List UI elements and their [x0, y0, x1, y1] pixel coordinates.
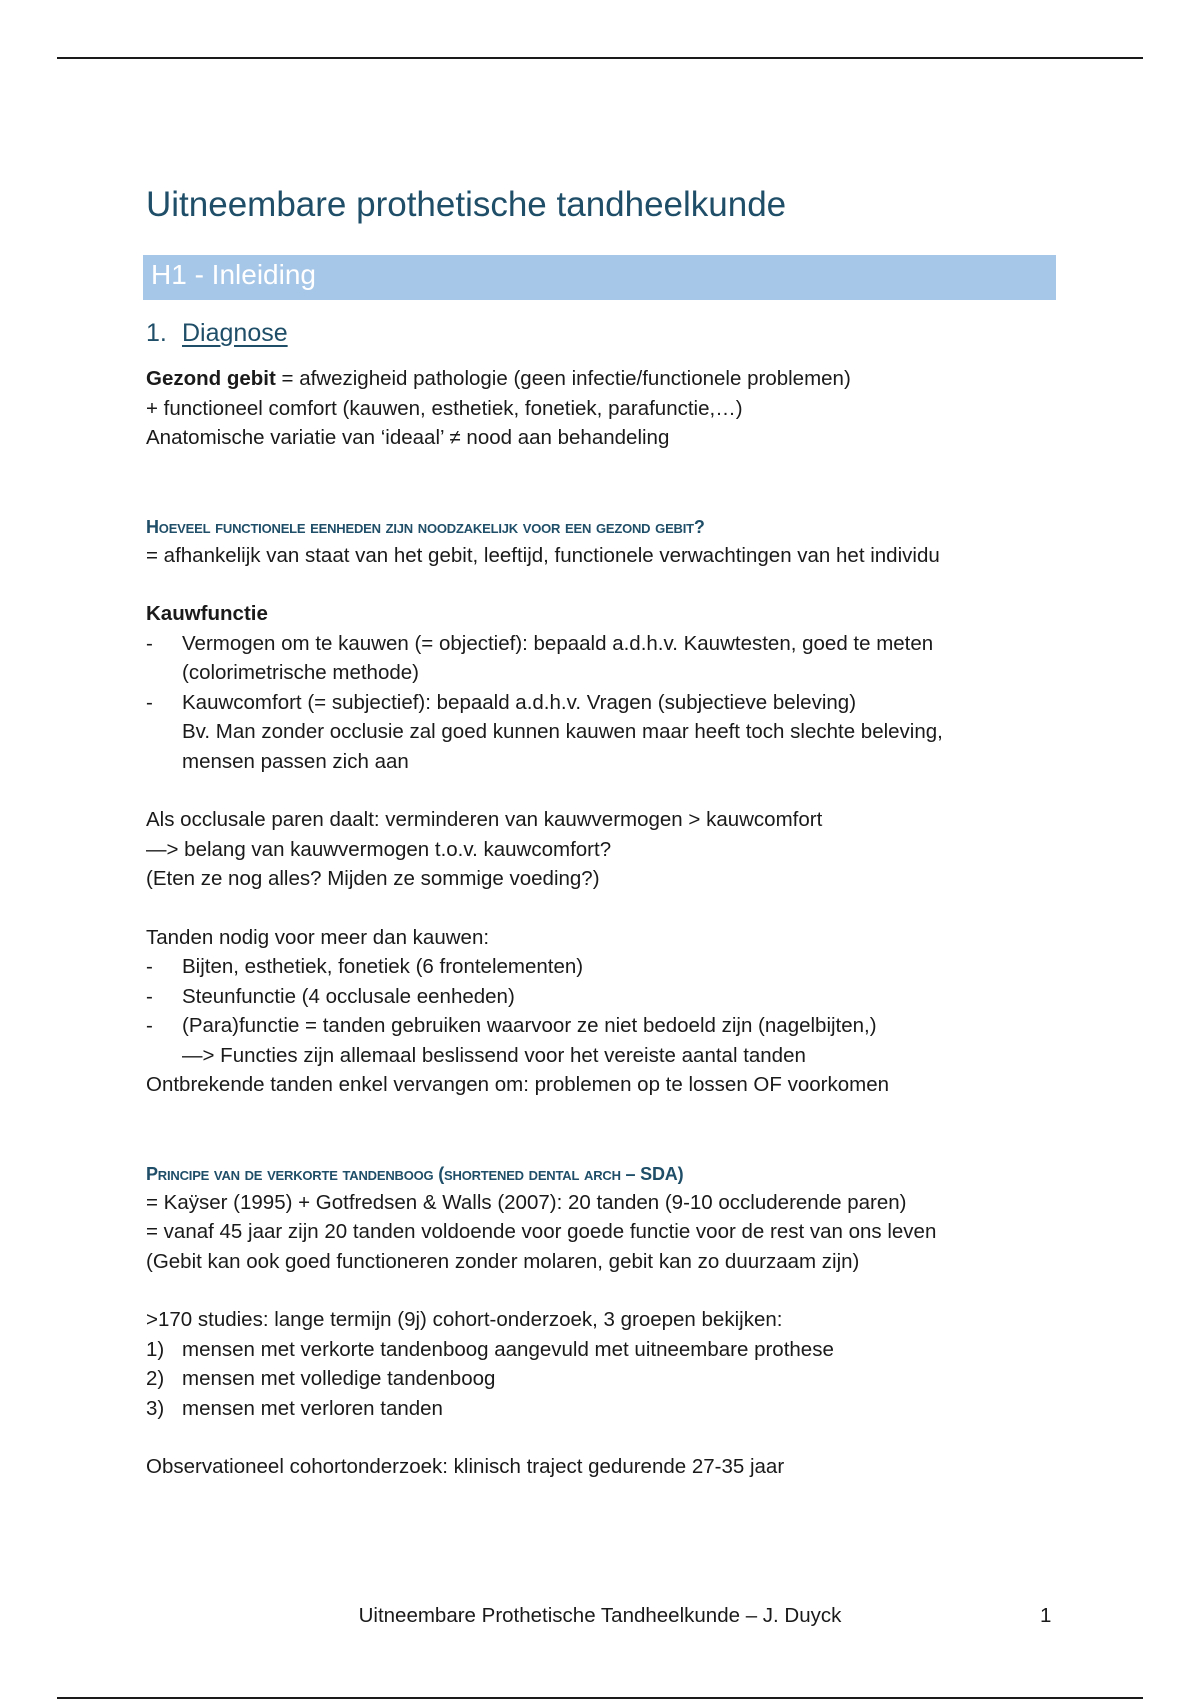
list-item: - Steunfunctie (4 occlusale eenheden) [146, 984, 515, 1008]
document-title: Uitneembare prothetische tandheelkunde [146, 185, 787, 224]
list-item: - Vermogen om te kauwen (= objectief): bepaald a.d.h.v. Kauwtesten, goed te meten [146, 631, 934, 655]
footer-rule [57, 1697, 1143, 1699]
question-answer: = afhankelijk van staat van het gebit, leeftijd, functionele verwachtingen van het individu [146, 543, 940, 567]
sda-studies-intro: >170 studies: lange termijn (9j) cohort-onderzoek, 3 groepen bekijken: [146, 1308, 783, 1331]
list-item: - Kauwcomfort (= subjectief): bepaald a.d.h.v. Vragen (subjectieve beleving) [146, 690, 857, 714]
list-item: 2) mensen met volledige tandenboog [146, 1367, 496, 1390]
footer-text: Uitneembare Prothetische Tandheelkunde – J. Duyck [358, 1604, 842, 1627]
list-item-continuation: mensen passen zich aan [182, 749, 409, 773]
list-item-continuation: Bv. Man zonder occlusie zal goed kunnen kauwen maar heeft toch slechte beleving, [182, 720, 943, 743]
sda-line-1: = Kaÿser (1995) + Gotfredsen & Walls (2007): 20 tanden (9-10 occluderende paren) [146, 1190, 907, 1214]
page-content [146, 180, 1066, 1482]
section-number: 1. [146, 319, 167, 347]
section-title: Diagnose [182, 319, 288, 347]
list-item: - (Para)functie = tanden gebruiken waarvoor ze niet bedoeld zijn (nagelbijten,) [146, 1014, 877, 1037]
tanden-list [146, 952, 1066, 1070]
kauwfunctie-list [146, 629, 1066, 777]
list-item: 1) mensen met verkorte tandenboog aangevuld met uitneembare prothese [146, 1337, 834, 1361]
chapter-heading: H1 - Inleiding [143, 255, 1056, 300]
tanden-conclusion: Ontbrekende tanden enkel vervangen om: problemen op te lossen OF voorkomen [146, 1073, 889, 1096]
sda-line-2: = vanaf 45 jaar zijn 20 tanden voldoende voor goede functie voor de rest van ons leven [146, 1220, 937, 1243]
section-heading [146, 316, 1066, 350]
sda-observational: Observationeel cohortonderzoek: klinisch traject gedurende 27-35 jaar [146, 1455, 785, 1478]
kauwfunctie-after-1: Als occlusale paren daalt: verminderen van kauwvermogen > kauwcomfort [146, 808, 823, 831]
sda-line-3: (Gebit kan ook goed functioneren zonder molaren, gebit kan zo duurzaam zijn) [146, 1249, 860, 1273]
intro-definition-text: = afwezigheid pathologie (geen infectie/functionele problemen) [275, 367, 851, 390]
page-number: 1 [1040, 1604, 1052, 1627]
sda-heading: Principe van de verkorte tandenboog (shortened dental arch – SDA) [146, 1163, 684, 1184]
kauwfunctie-after-3: (Eten ze nog alles? Mijden ze sommige voeding?) [146, 867, 600, 890]
intro-definition [146, 364, 1066, 394]
tanden-intro: Tanden nodig voor meer dan kauwen: [146, 925, 490, 949]
intro-term: Gezond gebit [146, 367, 276, 390]
intro-line-2: + functioneel comfort (kauwen, esthetiek, fonetiek, parafunctie,…) [146, 396, 743, 420]
list-item: - Bijten, esthetiek, fonetiek (6 frontelementen) [146, 955, 584, 978]
list-item-continuation: (colorimetrische methode) [182, 661, 419, 684]
list-item: 3) mensen met verloren tanden [146, 1396, 443, 1420]
question-heading: Hoeveel functionele eenheden zijn noodzakelijk voor een gezond gebit? [146, 516, 705, 537]
intro-line-3: Anatomische variatie van ‘ideaal’ ≠ nood aan behandeling [146, 426, 670, 449]
list-item-continuation: —> Functies zijn allemaal beslissend voor het vereiste aantal tanden [182, 1043, 806, 1067]
kauwfunctie-heading: Kauwfunctie [146, 602, 268, 625]
sda-groups-list [146, 1335, 1066, 1424]
header-rule [57, 57, 1143, 59]
kauwfunctie-after-2: —> belang van kauwvermogen t.o.v. kauwcomfort? [146, 837, 612, 861]
